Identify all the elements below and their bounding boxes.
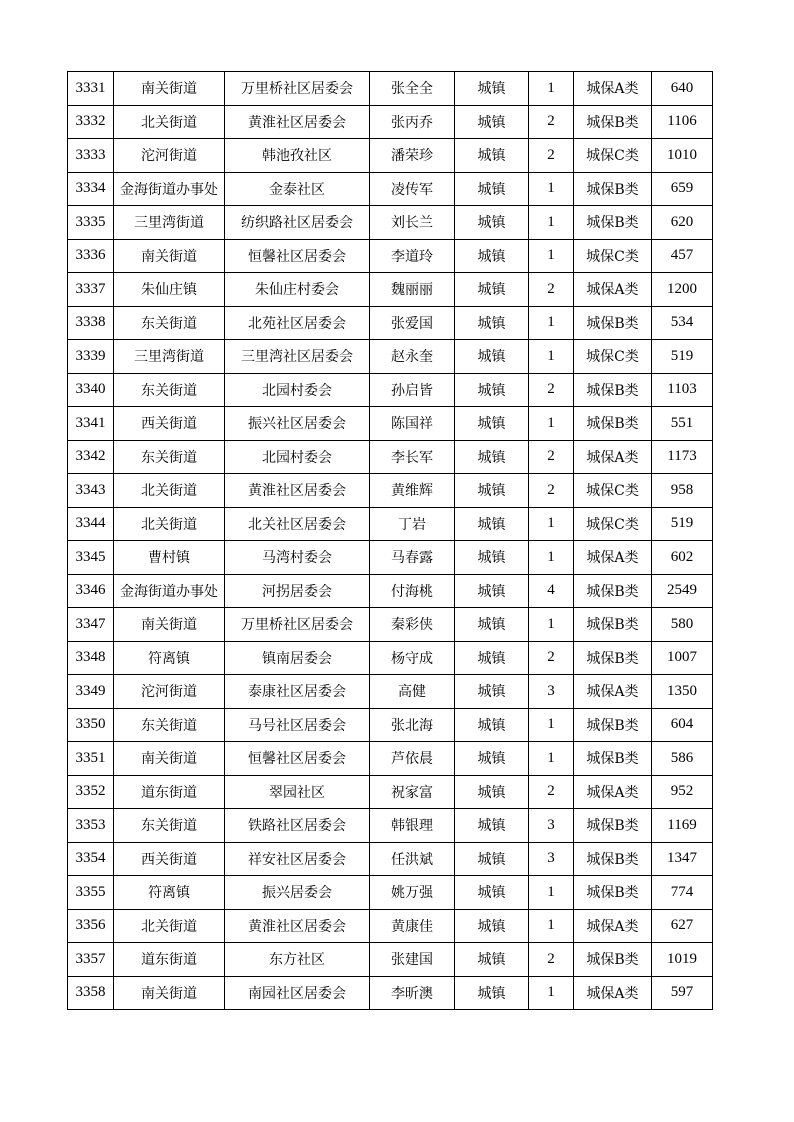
- table-row: [68, 407, 713, 441]
- household-size-cell: 1: [529, 742, 574, 776]
- area-type-cell: 城镇: [455, 340, 529, 374]
- area-type-cell: 城镇: [455, 306, 529, 340]
- table-body: [68, 72, 713, 1010]
- record-id-cell: 3338: [68, 306, 114, 340]
- category-cell: 城保A类: [574, 541, 652, 575]
- table-row: [68, 507, 713, 541]
- record-id-cell: 3354: [68, 842, 114, 876]
- record-id-cell: 3339: [68, 340, 114, 374]
- name-cell: 姚万强: [370, 876, 455, 910]
- household-size-cell: 4: [529, 574, 574, 608]
- table-row: [68, 206, 713, 240]
- table-row: [68, 909, 713, 943]
- category-cell: 城保B类: [574, 306, 652, 340]
- community-cell: 翠园社区: [225, 775, 370, 809]
- community-cell: 黄淮社区居委会: [225, 909, 370, 943]
- household-size-cell: 1: [529, 172, 574, 206]
- community-cell: 恒馨社区居委会: [225, 239, 370, 273]
- community-cell: 北关社区居委会: [225, 507, 370, 541]
- category-cell: 城保C类: [574, 474, 652, 508]
- record-id-cell: 3344: [68, 507, 114, 541]
- name-cell: 高健: [370, 675, 455, 709]
- amount-cell: 1019: [652, 943, 713, 977]
- area-type-cell: 城镇: [455, 373, 529, 407]
- household-size-cell: 2: [529, 641, 574, 675]
- community-cell: 金泰社区: [225, 172, 370, 206]
- household-size-cell: 3: [529, 842, 574, 876]
- street-cell: 道东街道: [114, 943, 225, 977]
- household-size-cell: 1: [529, 608, 574, 642]
- table-row: [68, 541, 713, 575]
- community-cell: 北园村委会: [225, 373, 370, 407]
- record-id-cell: 3331: [68, 72, 114, 106]
- amount-cell: 534: [652, 306, 713, 340]
- household-size-cell: 1: [529, 407, 574, 441]
- category-cell: 城保B类: [574, 574, 652, 608]
- table-row: [68, 72, 713, 106]
- community-cell: 北苑社区居委会: [225, 306, 370, 340]
- category-cell: 城保A类: [574, 675, 652, 709]
- amount-cell: 952: [652, 775, 713, 809]
- name-cell: 潘荣珍: [370, 139, 455, 173]
- street-cell: 北关街道: [114, 105, 225, 139]
- beneficiary-table: [67, 71, 713, 1010]
- household-size-cell: 1: [529, 306, 574, 340]
- street-cell: 东关街道: [114, 809, 225, 843]
- category-cell: 城保A类: [574, 440, 652, 474]
- community-cell: 万里桥社区居委会: [225, 608, 370, 642]
- household-size-cell: 1: [529, 507, 574, 541]
- name-cell: 张建国: [370, 943, 455, 977]
- category-cell: 城保A类: [574, 273, 652, 307]
- table-row: [68, 172, 713, 206]
- household-size-cell: 1: [529, 708, 574, 742]
- amount-cell: 551: [652, 407, 713, 441]
- category-cell: 城保A类: [574, 976, 652, 1010]
- area-type-cell: 城镇: [455, 105, 529, 139]
- category-cell: 城保B类: [574, 809, 652, 843]
- name-cell: 张全全: [370, 72, 455, 106]
- table-row: [68, 574, 713, 608]
- amount-cell: 1106: [652, 105, 713, 139]
- amount-cell: 640: [652, 72, 713, 106]
- street-cell: 道东街道: [114, 775, 225, 809]
- amount-cell: 1103: [652, 373, 713, 407]
- record-id-cell: 3347: [68, 608, 114, 642]
- street-cell: 南关街道: [114, 976, 225, 1010]
- area-type-cell: 城镇: [455, 742, 529, 776]
- household-size-cell: 3: [529, 809, 574, 843]
- table-row: [68, 876, 713, 910]
- street-cell: 南关街道: [114, 742, 225, 776]
- street-cell: 三里湾街道: [114, 340, 225, 374]
- area-type-cell: 城镇: [455, 708, 529, 742]
- household-size-cell: 3: [529, 675, 574, 709]
- name-cell: 张北海: [370, 708, 455, 742]
- name-cell: 韩银理: [370, 809, 455, 843]
- category-cell: 城保B类: [574, 876, 652, 910]
- table-row: [68, 440, 713, 474]
- street-cell: 北关街道: [114, 909, 225, 943]
- household-size-cell: 1: [529, 976, 574, 1010]
- record-id-cell: 3351: [68, 742, 114, 776]
- table-row: [68, 943, 713, 977]
- amount-cell: 1347: [652, 842, 713, 876]
- household-size-cell: 1: [529, 876, 574, 910]
- category-cell: 城保B类: [574, 943, 652, 977]
- area-type-cell: 城镇: [455, 72, 529, 106]
- category-cell: 城保C类: [574, 139, 652, 173]
- area-type-cell: 城镇: [455, 775, 529, 809]
- community-cell: 韩池孜社区: [225, 139, 370, 173]
- category-cell: 城保C类: [574, 507, 652, 541]
- name-cell: 李道玲: [370, 239, 455, 273]
- area-type-cell: 城镇: [455, 675, 529, 709]
- name-cell: 芦依晨: [370, 742, 455, 776]
- community-cell: 三里湾社区居委会: [225, 340, 370, 374]
- street-cell: 朱仙庄镇: [114, 273, 225, 307]
- household-size-cell: 2: [529, 943, 574, 977]
- record-id-cell: 3357: [68, 943, 114, 977]
- area-type-cell: 城镇: [455, 407, 529, 441]
- area-type-cell: 城镇: [455, 842, 529, 876]
- name-cell: 凌传军: [370, 172, 455, 206]
- table-row: [68, 474, 713, 508]
- record-id-cell: 3334: [68, 172, 114, 206]
- category-cell: 城保A类: [574, 72, 652, 106]
- category-cell: 城保B类: [574, 373, 652, 407]
- amount-cell: 1169: [652, 809, 713, 843]
- category-cell: 城保B类: [574, 105, 652, 139]
- record-id-cell: 3333: [68, 139, 114, 173]
- name-cell: 马春露: [370, 541, 455, 575]
- name-cell: 丁岩: [370, 507, 455, 541]
- area-type-cell: 城镇: [455, 909, 529, 943]
- record-id-cell: 3350: [68, 708, 114, 742]
- area-type-cell: 城镇: [455, 541, 529, 575]
- amount-cell: 586: [652, 742, 713, 776]
- name-cell: 赵永奎: [370, 340, 455, 374]
- amount-cell: 602: [652, 541, 713, 575]
- street-cell: 东关街道: [114, 373, 225, 407]
- category-cell: 城保B类: [574, 206, 652, 240]
- area-type-cell: 城镇: [455, 876, 529, 910]
- name-cell: 祝家富: [370, 775, 455, 809]
- amount-cell: 627: [652, 909, 713, 943]
- amount-cell: 519: [652, 507, 713, 541]
- record-id-cell: 3348: [68, 641, 114, 675]
- amount-cell: 1200: [652, 273, 713, 307]
- table-row: [68, 708, 713, 742]
- household-size-cell: 2: [529, 139, 574, 173]
- area-type-cell: 城镇: [455, 440, 529, 474]
- community-cell: 振兴社区居委会: [225, 407, 370, 441]
- area-type-cell: 城镇: [455, 641, 529, 675]
- street-cell: 北关街道: [114, 474, 225, 508]
- area-type-cell: 城镇: [455, 239, 529, 273]
- category-cell: 城保B类: [574, 407, 652, 441]
- name-cell: 黄康佳: [370, 909, 455, 943]
- street-cell: 北关街道: [114, 507, 225, 541]
- amount-cell: 1173: [652, 440, 713, 474]
- record-id-cell: 3358: [68, 976, 114, 1010]
- amount-cell: 580: [652, 608, 713, 642]
- table-row: [68, 306, 713, 340]
- category-cell: 城保B类: [574, 742, 652, 776]
- amount-cell: 774: [652, 876, 713, 910]
- record-id-cell: 3355: [68, 876, 114, 910]
- community-cell: 黄淮社区居委会: [225, 105, 370, 139]
- street-cell: 符离镇: [114, 876, 225, 910]
- table-row: [68, 340, 713, 374]
- name-cell: 孙启皆: [370, 373, 455, 407]
- table-row: [68, 608, 713, 642]
- table-row: [68, 239, 713, 273]
- category-cell: 城保C类: [574, 340, 652, 374]
- table-row: [68, 105, 713, 139]
- name-cell: 黄维辉: [370, 474, 455, 508]
- street-cell: 西关街道: [114, 842, 225, 876]
- street-cell: 东关街道: [114, 306, 225, 340]
- community-cell: 马湾村委会: [225, 541, 370, 575]
- street-cell: 南关街道: [114, 239, 225, 273]
- table-row: [68, 273, 713, 307]
- amount-cell: 958: [652, 474, 713, 508]
- table-row: [68, 373, 713, 407]
- area-type-cell: 城镇: [455, 172, 529, 206]
- household-size-cell: 1: [529, 72, 574, 106]
- household-size-cell: 2: [529, 273, 574, 307]
- amount-cell: 659: [652, 172, 713, 206]
- amount-cell: 620: [652, 206, 713, 240]
- community-cell: 东方社区: [225, 943, 370, 977]
- street-cell: 金海街道办事处: [114, 172, 225, 206]
- area-type-cell: 城镇: [455, 273, 529, 307]
- name-cell: 陈国祥: [370, 407, 455, 441]
- street-cell: 金海街道办事处: [114, 574, 225, 608]
- table-row: [68, 139, 713, 173]
- name-cell: 刘长兰: [370, 206, 455, 240]
- community-cell: 万里桥社区居委会: [225, 72, 370, 106]
- record-id-cell: 3345: [68, 541, 114, 575]
- name-cell: 张爱国: [370, 306, 455, 340]
- street-cell: 南关街道: [114, 608, 225, 642]
- community-cell: 振兴居委会: [225, 876, 370, 910]
- street-cell: 东关街道: [114, 440, 225, 474]
- street-cell: 沱河街道: [114, 675, 225, 709]
- community-cell: 泰康社区居委会: [225, 675, 370, 709]
- category-cell: 城保B类: [574, 641, 652, 675]
- amount-cell: 604: [652, 708, 713, 742]
- record-id-cell: 3353: [68, 809, 114, 843]
- record-id-cell: 3346: [68, 574, 114, 608]
- community-cell: 镇南居委会: [225, 641, 370, 675]
- record-id-cell: 3332: [68, 105, 114, 139]
- category-cell: 城保B类: [574, 172, 652, 206]
- household-size-cell: 2: [529, 105, 574, 139]
- table-row: [68, 775, 713, 809]
- amount-cell: 597: [652, 976, 713, 1010]
- community-cell: 北园村委会: [225, 440, 370, 474]
- record-id-cell: 3337: [68, 273, 114, 307]
- record-id-cell: 3340: [68, 373, 114, 407]
- community-cell: 纺织路社区居委会: [225, 206, 370, 240]
- household-size-cell: 1: [529, 909, 574, 943]
- area-type-cell: 城镇: [455, 608, 529, 642]
- community-cell: 朱仙庄村委会: [225, 273, 370, 307]
- area-type-cell: 城镇: [455, 474, 529, 508]
- household-size-cell: 1: [529, 239, 574, 273]
- category-cell: 城保A类: [574, 909, 652, 943]
- record-id-cell: 3335: [68, 206, 114, 240]
- street-cell: 符离镇: [114, 641, 225, 675]
- record-id-cell: 3349: [68, 675, 114, 709]
- name-cell: 付海桃: [370, 574, 455, 608]
- area-type-cell: 城镇: [455, 507, 529, 541]
- name-cell: 李昕澳: [370, 976, 455, 1010]
- street-cell: 东关街道: [114, 708, 225, 742]
- record-id-cell: 3352: [68, 775, 114, 809]
- area-type-cell: 城镇: [455, 809, 529, 843]
- name-cell: 张丙乔: [370, 105, 455, 139]
- amount-cell: 457: [652, 239, 713, 273]
- street-cell: 曹村镇: [114, 541, 225, 575]
- community-cell: 铁路社区居委会: [225, 809, 370, 843]
- name-cell: 杨守成: [370, 641, 455, 675]
- table-row: [68, 842, 713, 876]
- table-row: [68, 742, 713, 776]
- area-type-cell: 城镇: [455, 943, 529, 977]
- name-cell: 李长军: [370, 440, 455, 474]
- amount-cell: 1350: [652, 675, 713, 709]
- category-cell: 城保B类: [574, 708, 652, 742]
- household-size-cell: 2: [529, 440, 574, 474]
- name-cell: 秦彩侠: [370, 608, 455, 642]
- name-cell: 魏丽丽: [370, 273, 455, 307]
- household-size-cell: 1: [529, 340, 574, 374]
- area-type-cell: 城镇: [455, 206, 529, 240]
- record-id-cell: 3336: [68, 239, 114, 273]
- amount-cell: 2549: [652, 574, 713, 608]
- amount-cell: 519: [652, 340, 713, 374]
- record-id-cell: 3356: [68, 909, 114, 943]
- record-id-cell: 3342: [68, 440, 114, 474]
- community-cell: 马号社区居委会: [225, 708, 370, 742]
- category-cell: 城保C类: [574, 239, 652, 273]
- household-size-cell: 2: [529, 373, 574, 407]
- area-type-cell: 城镇: [455, 976, 529, 1010]
- table-row: [68, 809, 713, 843]
- amount-cell: 1010: [652, 139, 713, 173]
- table-row: [68, 976, 713, 1010]
- category-cell: 城保B类: [574, 608, 652, 642]
- category-cell: 城保B类: [574, 842, 652, 876]
- area-type-cell: 城镇: [455, 139, 529, 173]
- category-cell: 城保A类: [574, 775, 652, 809]
- area-type-cell: 城镇: [455, 574, 529, 608]
- street-cell: 三里湾街道: [114, 206, 225, 240]
- street-cell: 南关街道: [114, 72, 225, 106]
- community-cell: 河拐居委会: [225, 574, 370, 608]
- household-size-cell: 2: [529, 775, 574, 809]
- household-size-cell: 2: [529, 474, 574, 508]
- record-id-cell: 3341: [68, 407, 114, 441]
- table-row: [68, 641, 713, 675]
- name-cell: 任洪斌: [370, 842, 455, 876]
- community-cell: 黄淮社区居委会: [225, 474, 370, 508]
- household-size-cell: 1: [529, 206, 574, 240]
- street-cell: 沱河街道: [114, 139, 225, 173]
- community-cell: 祥安社区居委会: [225, 842, 370, 876]
- household-size-cell: 1: [529, 541, 574, 575]
- community-cell: 南园社区居委会: [225, 976, 370, 1010]
- street-cell: 西关街道: [114, 407, 225, 441]
- record-id-cell: 3343: [68, 474, 114, 508]
- amount-cell: 1007: [652, 641, 713, 675]
- community-cell: 恒馨社区居委会: [225, 742, 370, 776]
- table-row: [68, 675, 713, 709]
